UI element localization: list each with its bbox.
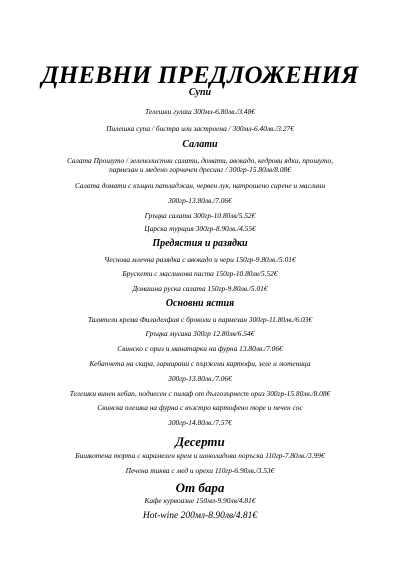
section-heading-salads: Салати	[182, 139, 218, 150]
page-title: ДНЕВНИ ПРЕДЛОЖЕНИЯ	[41, 62, 359, 89]
menu-item: Гръцка салата 300гр-10.80лв/5.52€	[144, 211, 256, 220]
menu-item: Печена тиква с мед и орехи 110гр-6.90лв./3.53€	[125, 466, 275, 475]
section-heading-soups: Супи	[188, 87, 212, 98]
menu-item: Брускети с маслинова паста 150гр-10.80лв/5.52€	[122, 269, 278, 278]
menu-item: 300гр-13.80лв./7.06€	[168, 196, 232, 205]
menu-item: Домашна руска салата 150гр-9.80лв./5.01€	[132, 284, 268, 293]
menu-item: Талятели крема Филаделфия с броколи и пармезан 300гр-11.80лв./6.03€	[87, 315, 313, 324]
menu-item: Гръцка мусака 300гр 12.80лв/6.54€	[145, 329, 255, 338]
menu-item: Пилешка супа / бистра или застроена / 300мл-6.40лв./3.27€	[106, 124, 294, 133]
menu-item: Hot-wine 200мл-8.90лв/4.81€	[142, 511, 258, 521]
menu-item: пармезан и медено горчичен дресинг / 300гр-15.80лв/8.08€	[109, 165, 291, 174]
section-heading-desserts: Десерти	[175, 434, 225, 449]
menu-item: Чеснова млечна разядка с авокадо и чери 150гр-9.80лв./5.01€	[104, 255, 296, 264]
section-heading-mains: Основни ястия	[165, 298, 235, 309]
menu-item: Кебапчета на скара, гарнирани с пържени картофи, зеле и лютеница	[89, 359, 311, 368]
menu-item: Свинска плешка на фурна с възстро картофено пюре и печен сос	[97, 403, 303, 412]
menu-item: 300гр-14.80лв./7.57€	[168, 418, 232, 427]
section-heading-bar: От бара	[175, 480, 225, 495]
menu-item: Свинско с ориз и манатарки на фурна 13.80лв./7.06€	[117, 344, 283, 353]
menu-item: Салата домати с къщни патладжан, червен лук, натрошено сирене и маслини	[74, 181, 326, 190]
menu-item: Салата Прошуто / зеленолистни салати, домати, авокадо, кедрови ядки, прошуто,	[66, 156, 334, 165]
section-heading-starters: Предястия и разядки	[152, 238, 248, 249]
menu-item: Телешки винен кебап, поднесен с пилаф от дългозърнест ориз 300гр-15.80лв./8.08€	[69, 389, 331, 398]
menu-item: Кафе курвоазие 150мл-9.90лв/4.81€	[144, 496, 256, 505]
menu-item: Бишкотена торта с карамелен крем и шоколадова поръска 110гр-7.80лв./3.99€	[75, 451, 325, 460]
menu-item: Телешки гулаш 300мл-6.80лв./3.48€	[145, 107, 255, 116]
menu-item: Царска турщия 300гр-8.90лв./4.55€	[144, 224, 256, 233]
menu-item: 300гр-13.80лв./7.06€	[168, 374, 232, 383]
